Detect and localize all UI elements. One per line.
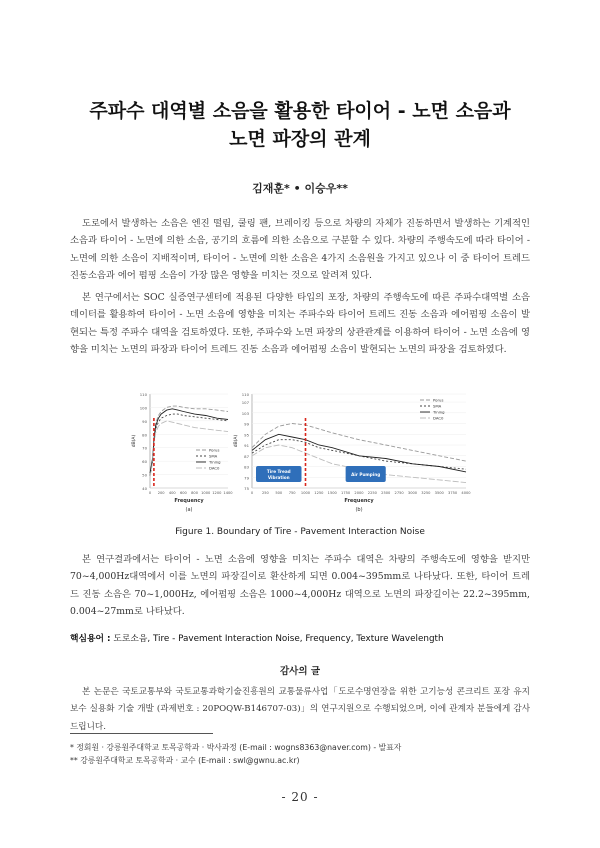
x-tick-label-b: 1750 bbox=[341, 491, 351, 495]
x-tick-label-b: 2500 bbox=[381, 491, 391, 495]
x-tick-label-a: 400 bbox=[168, 491, 176, 495]
x-tick-label-b: 250 bbox=[261, 491, 269, 495]
y-tick-label-a: 40 bbox=[142, 486, 147, 491]
x-tick-label-b: 500 bbox=[275, 491, 283, 495]
x-tick-label-b: 2750 bbox=[394, 491, 404, 495]
panel-label-b: (b) bbox=[355, 507, 363, 513]
paper-title-line2: 노면 파장의 관계 bbox=[229, 128, 371, 150]
x-tick-label-b: 3250 bbox=[421, 491, 431, 495]
y-tick-label-b: 110 bbox=[241, 392, 249, 397]
acknowledgement-text: 본 논문은 국토교통부와 국토교통과학기술진흥원의 교통물류사업「도로수명연장을 위한 고기능성 콘크리트 포장 유지보수 실용화 기술 개발 (과제번호 : 20POQW-B146707-03)」의 연구지원으로 수행되었으며, 이에 관계자 분들에게 감사드립니다. bbox=[70, 687, 530, 732]
x-tick-label-a: 200 bbox=[157, 491, 165, 495]
x-tick-label-b: 1250 bbox=[314, 491, 324, 495]
tire-tread-vibration-text: Vibration bbox=[267, 475, 290, 480]
legend-label-a: Porus bbox=[209, 447, 220, 453]
chart-a bbox=[0, 388, 600, 518]
x-tick-label-b: 3750 bbox=[448, 491, 458, 495]
keywords-text: 도로소음, Tire - Pavement Interaction Noise, Frequency, Texture Wavelength bbox=[113, 634, 444, 644]
x-tick-label-a: 0 bbox=[148, 491, 152, 495]
y-tick-label-a: 50 bbox=[142, 472, 147, 478]
x-tick-label-a: 600 bbox=[179, 491, 187, 495]
x-tick-label-b: 3500 bbox=[434, 491, 444, 495]
y-tick-label-b: 95 bbox=[244, 432, 249, 438]
body-paragraph-2: 본 연구에서는 SOC 실증연구센터에 적용된 다양한 타입의 포장, 차량의 주행속도에 따른 주파수대역별 소음 데이터를 활용하여 타이어 - 노면 소음에 영향을 미치는 주파수와 타이어 트레드 진동 소음과 에어펌핑 소음이 발현되는 특정 주파수 대역을 검토하였다. 또한, 주파수와 노면 파장의 상관관계를 이용하여 타이어 - 노면 소음에 영향을 미치는 노면의 파장과 타이어 트레드 진동 소음과 에어펌핑 소음이 발현되는 노면의 파장을 검토하였다. bbox=[70, 292, 530, 355]
air-pumping-text: Air Pumping bbox=[351, 472, 381, 477]
footnote-2: ** 강릉원주대학교 토목공학과 · 교수 (E-mail : swl@gwnu.ac.kr) bbox=[70, 756, 300, 765]
x-tick-label-b: 1500 bbox=[327, 491, 337, 495]
y-tick-label-a: 80 bbox=[142, 432, 147, 438]
legend-label-a: Tining bbox=[209, 459, 221, 465]
y-tick-label-b: 83 bbox=[244, 464, 249, 470]
y-tick-label-a: 60 bbox=[142, 459, 147, 465]
y-tick-label-b: 107 bbox=[241, 400, 249, 406]
legend-label-b: Tining bbox=[433, 409, 445, 415]
y-axis-label-a: dB(A) bbox=[132, 434, 137, 448]
page-number: - 20 - bbox=[281, 790, 319, 804]
y-tick-label-a: 70 bbox=[142, 445, 147, 451]
figure-1 bbox=[0, 388, 600, 518]
x-tick-label-b: 1000 bbox=[300, 491, 311, 495]
panel-label-a: (a) bbox=[185, 507, 193, 513]
legend-label-b: DAC0 bbox=[433, 415, 444, 421]
legend-label-a: SMA bbox=[209, 453, 218, 459]
footnote-1: * 정회원 · 강릉원주대학교 토목공학과 · 박사과정 (E-mail : wogns8363@naver.com) - 발표자 bbox=[70, 743, 402, 752]
y-tick-label-b: 91 bbox=[244, 443, 249, 449]
y-tick-label-b: 79 bbox=[244, 475, 249, 481]
paper-title-line1: 주파수 대역별 소음을 활용한 타이어 - 노면 소음과 bbox=[89, 100, 511, 122]
y-tick-label-b: 103 bbox=[241, 410, 249, 416]
x-tick-label-a: 1200 bbox=[212, 491, 222, 495]
footnote-divider bbox=[70, 733, 213, 734]
y-axis-label-b: dB(A) bbox=[234, 434, 239, 448]
keywords bbox=[70, 631, 540, 644]
x-tick-label-a: 1400 bbox=[223, 491, 233, 495]
y-tick-label-b: 75 bbox=[244, 486, 249, 491]
body-paragraph-3: 본 연구결과에서는 타이어 - 노면 소음에 영향을 미치는 주파수 대역은 차량의 주행속도에 영향을 받지만 70~4,000Hz대역에서 이를 노면의 파장길이로 환산하게 되면 0.004~395mm로 나타났다. 또한, 타이어 트레드 진동 소음은 70~1,000Hz, 에어펌핑 소음은 1000~4,000Hz 대역으로 노면의 파장길이는 22.2~395mm, 0.004~27mm로 나타났다. bbox=[70, 554, 530, 617]
figure-caption: Figure 1. Boundary of Tire - Pavement Interaction Noise bbox=[175, 527, 425, 537]
tire-tread-vibration-text: Tire Tread bbox=[266, 469, 291, 474]
x-axis-label-a: Frequency bbox=[174, 498, 204, 504]
x-tick-label-b: 2250 bbox=[367, 491, 377, 495]
legend-label-b: SMA bbox=[433, 403, 442, 409]
authors: 김재훈* • 이승우** bbox=[252, 182, 348, 195]
x-axis-label-b: Frequency bbox=[344, 498, 374, 504]
y-tick-label-a: 100 bbox=[139, 405, 147, 411]
y-tick-label-b: 99 bbox=[244, 421, 249, 427]
y-tick-label-a: 90 bbox=[142, 418, 147, 424]
acknowledgement-title: 감사의 글 bbox=[279, 666, 320, 677]
x-tick-label-b: 3000 bbox=[407, 491, 418, 495]
legend-label-a: DAC0 bbox=[209, 465, 220, 471]
y-tick-label-b: 87 bbox=[244, 453, 249, 459]
x-tick-label-b: 0 bbox=[250, 491, 254, 495]
x-tick-label-a: 800 bbox=[191, 491, 199, 495]
body-paragraph-1: 도로에서 발생하는 소음은 엔진 떨림, 쿨링 팬, 브레이킹 등으로 차량의 자체가 진동하면서 발생하는 기계적인 소음과 타이어 - 노면에 의한 소음, 공기의 흐름에 의한 소음으로 구분할 수 있다. 차량의 주행속도에 따라 타이어 - 노면에 의한 소음이 지배적이며, 타이어 - 노면에 의한 소음은 4가지 소음원을 가지고 있으나 이 중 타이어 트레드 진동소음과 에어 펌핑 소음이 가장 많은 영향을 미치는 것으로 알려져 있다. bbox=[70, 218, 530, 281]
y-tick-label-a: 110 bbox=[139, 392, 147, 397]
x-tick-label-b: 750 bbox=[288, 491, 296, 495]
legend-label-b: Porus bbox=[433, 397, 444, 403]
x-tick-label-b: 2000 bbox=[354, 491, 364, 495]
x-tick-label-a: 1000 bbox=[201, 491, 211, 495]
x-tick-label-b: 4000 bbox=[461, 491, 471, 495]
keywords-label: 핵심용어 : bbox=[70, 634, 111, 644]
